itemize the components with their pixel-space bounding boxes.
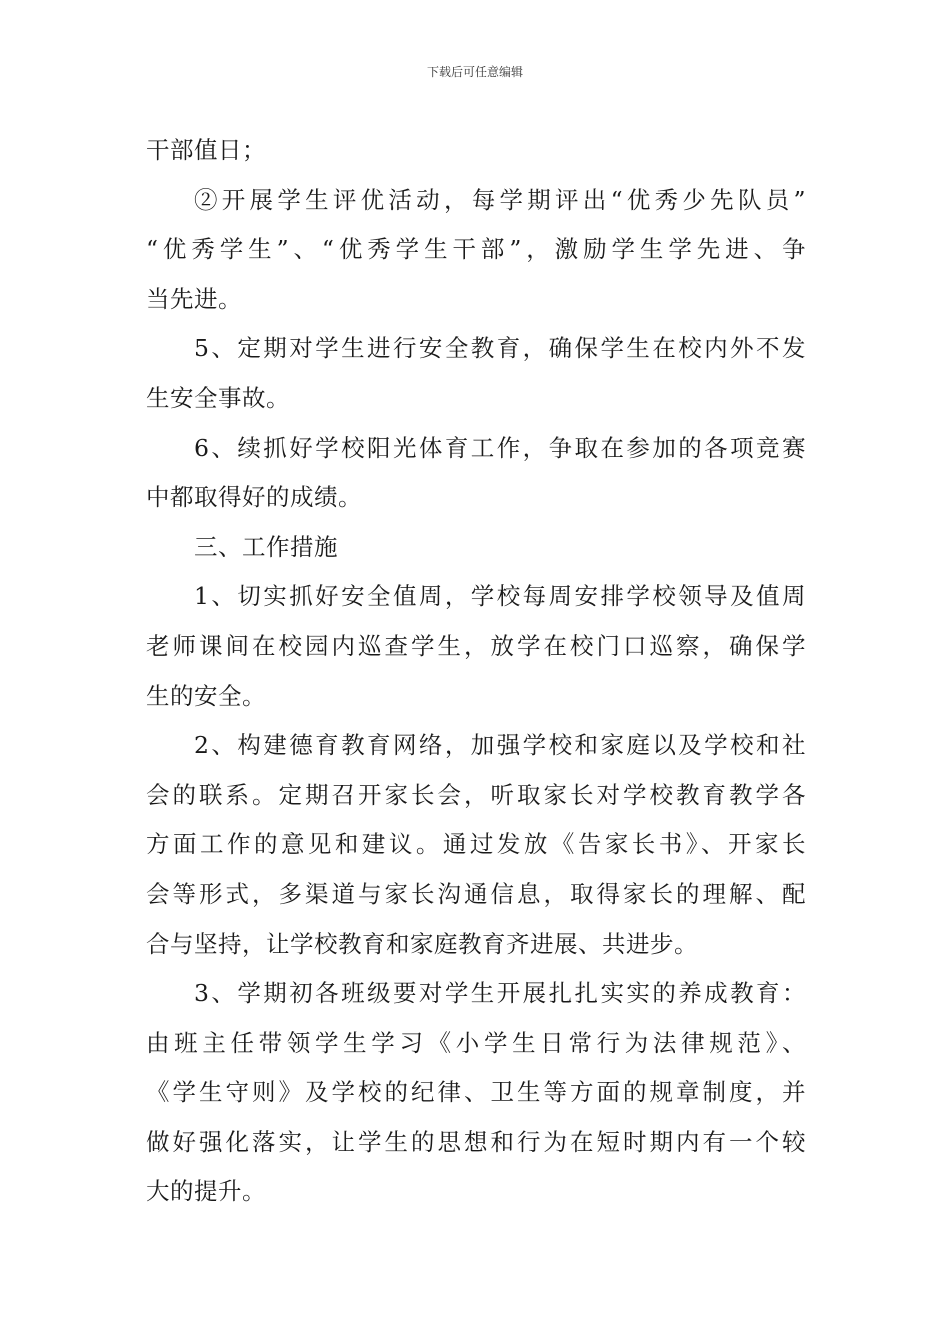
text-line: 3、学期初各班级要对学生开展扎扎实实的养成教育： <box>194 979 806 1008</box>
text-line: 当先进。 <box>146 284 242 313</box>
text-line: 三、工作措施 <box>194 532 338 561</box>
text-line: 6、续抓好学校阳光体育工作，争取在参加的各项竞赛 <box>194 433 806 462</box>
text-line: 会等形式，多渠道与家长沟通信息，取得家长的理解、配 <box>146 879 806 908</box>
text-line: 1、切实抓好安全值周，学校每周安排学校领导及值周 <box>194 582 806 611</box>
text-line: 中都取得好的成绩。 <box>146 483 362 512</box>
text-line: 2、构建德育教育网络，加强学校和家庭以及学校和社 <box>194 731 806 760</box>
text-line: 干部值日； <box>146 136 266 164</box>
text-line: ②开展学生评优活动，每学期评出“优秀少先队员” <box>194 185 806 214</box>
text-line: 5、定期对学生进行安全教育，确保学生在校内外不发 <box>194 334 806 363</box>
text-line: 大的提升。 <box>146 1177 266 1206</box>
page-header: 下载后可任意编辑 <box>426 65 523 79</box>
text-line: “优秀学生”、“优秀学生干部”，激励学生学先进、争 <box>146 235 806 264</box>
document-body <box>146 126 806 1217</box>
text-line: 会的联系。定期召开家长会，听取家长对学校教育教学各 <box>146 780 806 809</box>
text-line: 老师课间在校园内巡查学生，放学在校门口巡察，确保学 <box>146 631 806 660</box>
text-line: 生的安全。 <box>146 681 266 710</box>
text-line: 生安全事故。 <box>146 383 290 412</box>
text-line: 合与坚持，让学校教育和家庭教育齐进展、共进步。 <box>146 929 698 958</box>
text-line: 由班主任带领学生学习《小学生日常行为法律规范》、 <box>146 1028 806 1057</box>
text-line: 做好强化落实，让学生的思想和行为在短时期内有一个较 <box>146 1127 806 1156</box>
text-line: 《学生守则》及学校的纪律、卫生等方面的规章制度，并 <box>146 1078 806 1107</box>
text-line: 方面工作的意见和建议。通过发放《告家长书》、开家长 <box>146 830 806 859</box>
